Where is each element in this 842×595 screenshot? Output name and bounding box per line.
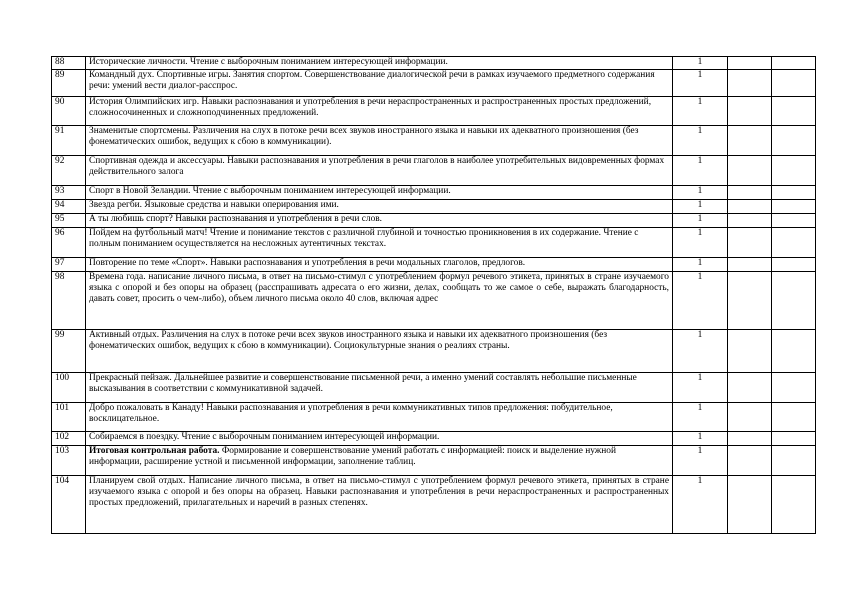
table-row	[52, 214, 816, 228]
lesson-number: 98	[52, 272, 86, 330]
empty-cell	[772, 373, 816, 403]
lesson-topic: Собираемся в поездку. Чтение с выборочным пониманием интересующей информации.	[86, 432, 673, 446]
lesson-hours: 1	[673, 214, 728, 228]
lesson-number: 90	[52, 97, 86, 126]
table-row	[52, 156, 816, 186]
lesson-topic: Планируем свой отдых. Написание личного письма, в ответ на письмо-стимул с употреблением формул речевого этикета, принятых в стране изучаемого языка с опорой и без опоры на образец. Навыки распознавания и употребления в речи нераспространенных и распространенных простых предложений, прилагательных и наречий в разных степенях.	[86, 476, 673, 534]
empty-cell	[728, 476, 772, 534]
lesson-hours: 1	[673, 403, 728, 432]
empty-cell	[728, 330, 772, 373]
lesson-number: 103	[52, 446, 86, 476]
test-label: Итоговая контрольная работа.	[89, 446, 220, 456]
table-row	[52, 57, 816, 70]
lesson-number: 94	[52, 200, 86, 214]
lesson-number: 93	[52, 186, 86, 200]
lesson-topic: Активный отдых. Различения на слух в потоке речи всех звуков иностранного языка и навыки их адекватного произношения (без фонематических ошибок, ведущих к сбою в коммуникации). Социокультурные знания о реалиях страны.	[86, 330, 673, 373]
lesson-topic	[86, 446, 673, 476]
lesson-topic: Пойдем на футбольный матч! Чтение и понимание текстов с различной глубиной и точностью проникновения в их содержание. Чтение с полным пониманием осуществляется на несложных аутентичных текстах.	[86, 228, 673, 258]
empty-cell	[772, 228, 816, 258]
lesson-topic: Повторение по теме «Спорт». Навыки распознавания и употребления в речи модальных глаголов, предлогов.	[86, 258, 673, 272]
lesson-topic: Исторические личности. Чтение с выборочным пониманием интересующей информации.	[86, 57, 673, 70]
lesson-hours: 1	[673, 373, 728, 403]
table-row	[52, 126, 816, 156]
lesson-hours: 1	[673, 126, 728, 156]
lesson-hours: 1	[673, 258, 728, 272]
lesson-number: 102	[52, 432, 86, 446]
lesson-hours: 1	[673, 70, 728, 97]
table-row	[52, 446, 816, 476]
lesson-hours: 1	[673, 432, 728, 446]
empty-cell	[728, 446, 772, 476]
empty-cell	[772, 214, 816, 228]
empty-cell	[772, 57, 816, 70]
lesson-topic: Спортивная одежда и аксессуары. Навыки распознавания и употребления в речи глаголов в наиболее употребительных видовременных формах действительного залога	[86, 156, 673, 186]
table-row	[52, 258, 816, 272]
table-row	[52, 432, 816, 446]
empty-cell	[772, 258, 816, 272]
table-row	[52, 200, 816, 214]
table-row	[52, 476, 816, 534]
empty-cell	[728, 156, 772, 186]
lesson-hours: 1	[673, 228, 728, 258]
table-row	[52, 330, 816, 373]
empty-cell	[728, 200, 772, 214]
lesson-hours: 1	[673, 57, 728, 70]
lesson-hours: 1	[673, 476, 728, 534]
lesson-topic: Времена года. написание личного письма, в ответ на письмо-стимул с употреблением формул речевого этикета, принятых в стране изучаемого языка с опорой и без опоры на образец (расспрашивать адресата о его жизни, делах, сообщать то же самое о себе, выражать благодарность, давать совет, просить о чем-либо), объем личного письма около 40 слов, включая адрес	[86, 272, 673, 330]
lesson-number: 89	[52, 70, 86, 97]
empty-cell	[772, 330, 816, 373]
lesson-number: 99	[52, 330, 86, 373]
lesson-hours: 1	[673, 200, 728, 214]
lesson-topic: А ты любишь спорт? Навыки распознавания и употребления в речи слов.	[86, 214, 673, 228]
empty-cell	[772, 403, 816, 432]
empty-cell	[728, 70, 772, 97]
empty-cell	[728, 373, 772, 403]
lesson-hours: 1	[673, 156, 728, 186]
lesson-number: 101	[52, 403, 86, 432]
table-row	[52, 70, 816, 97]
empty-cell	[728, 258, 772, 272]
table-row	[52, 97, 816, 126]
empty-cell	[772, 200, 816, 214]
empty-cell	[728, 228, 772, 258]
lesson-hours: 1	[673, 272, 728, 330]
empty-cell	[772, 186, 816, 200]
lesson-number: 91	[52, 126, 86, 156]
lesson-plan-table	[51, 56, 816, 534]
lesson-hours: 1	[673, 330, 728, 373]
empty-cell	[728, 272, 772, 330]
lesson-hours: 1	[673, 97, 728, 126]
empty-cell	[772, 446, 816, 476]
empty-cell	[772, 476, 816, 534]
lesson-hours: 1	[673, 186, 728, 200]
lesson-topic: История Олимпийских игр. Навыки распознавания и употребления в речи нераспространенных и распространенных простых предложений, сложносочиненных и сложноподчиненных предложений.	[86, 97, 673, 126]
lesson-number: 100	[52, 373, 86, 403]
table-row	[52, 272, 816, 330]
lesson-number: 92	[52, 156, 86, 186]
empty-cell	[772, 70, 816, 97]
table-row	[52, 403, 816, 432]
empty-cell	[772, 272, 816, 330]
empty-cell	[772, 432, 816, 446]
lesson-number: 97	[52, 258, 86, 272]
empty-cell	[728, 186, 772, 200]
lesson-topic: Командный дух. Спортивные игры. Занятия спортом. Совершенствование диалогической речи в рамках изучаемого предметного содержания речи: умений вести диалог-расспрос.	[86, 70, 673, 97]
empty-cell	[772, 156, 816, 186]
table-row	[52, 186, 816, 200]
lesson-topic: Добро пожаловать в Канаду! Навыки распознавания и употребления в речи коммуникативных типов предложения: побудительное, восклицательное.	[86, 403, 673, 432]
empty-cell	[728, 432, 772, 446]
lesson-topic: Прекрасный пейзаж. Дальнейшее развитие и совершенствование письменной речи, а именно умений составлять небольшие письменные высказывания в соответствии с коммуникативной задачей.	[86, 373, 673, 403]
empty-cell	[728, 97, 772, 126]
lesson-topic: Звезда регби. Языковые средства и навыки оперирования ими.	[86, 200, 673, 214]
lesson-number: 104	[52, 476, 86, 534]
lesson-topic: Спорт в Новой Зеландии. Чтение с выборочным пониманием интересующей информации.	[86, 186, 673, 200]
lesson-topic: Знаменитые спортсмены. Различения на слух в потоке речи всех звуков иностранного языка и навыки их адекватного произношения (без фонематических ошибок, ведущих к сбою в коммуникации).	[86, 126, 673, 156]
lesson-number: 95	[52, 214, 86, 228]
empty-cell	[728, 403, 772, 432]
lesson-topic-text: Формирование и совершенствование умений работать с информацией: поиск и выделение нужной информации, расширение устной и письменной информации, заполнение таблиц.	[89, 446, 617, 468]
empty-cell	[772, 126, 816, 156]
empty-cell	[728, 57, 772, 70]
table-row	[52, 228, 816, 258]
empty-cell	[728, 126, 772, 156]
lesson-number: 88	[52, 57, 86, 70]
lesson-number: 96	[52, 228, 86, 258]
table-row	[52, 373, 816, 403]
lesson-hours: 1	[673, 446, 728, 476]
empty-cell	[772, 97, 816, 126]
empty-cell	[728, 214, 772, 228]
